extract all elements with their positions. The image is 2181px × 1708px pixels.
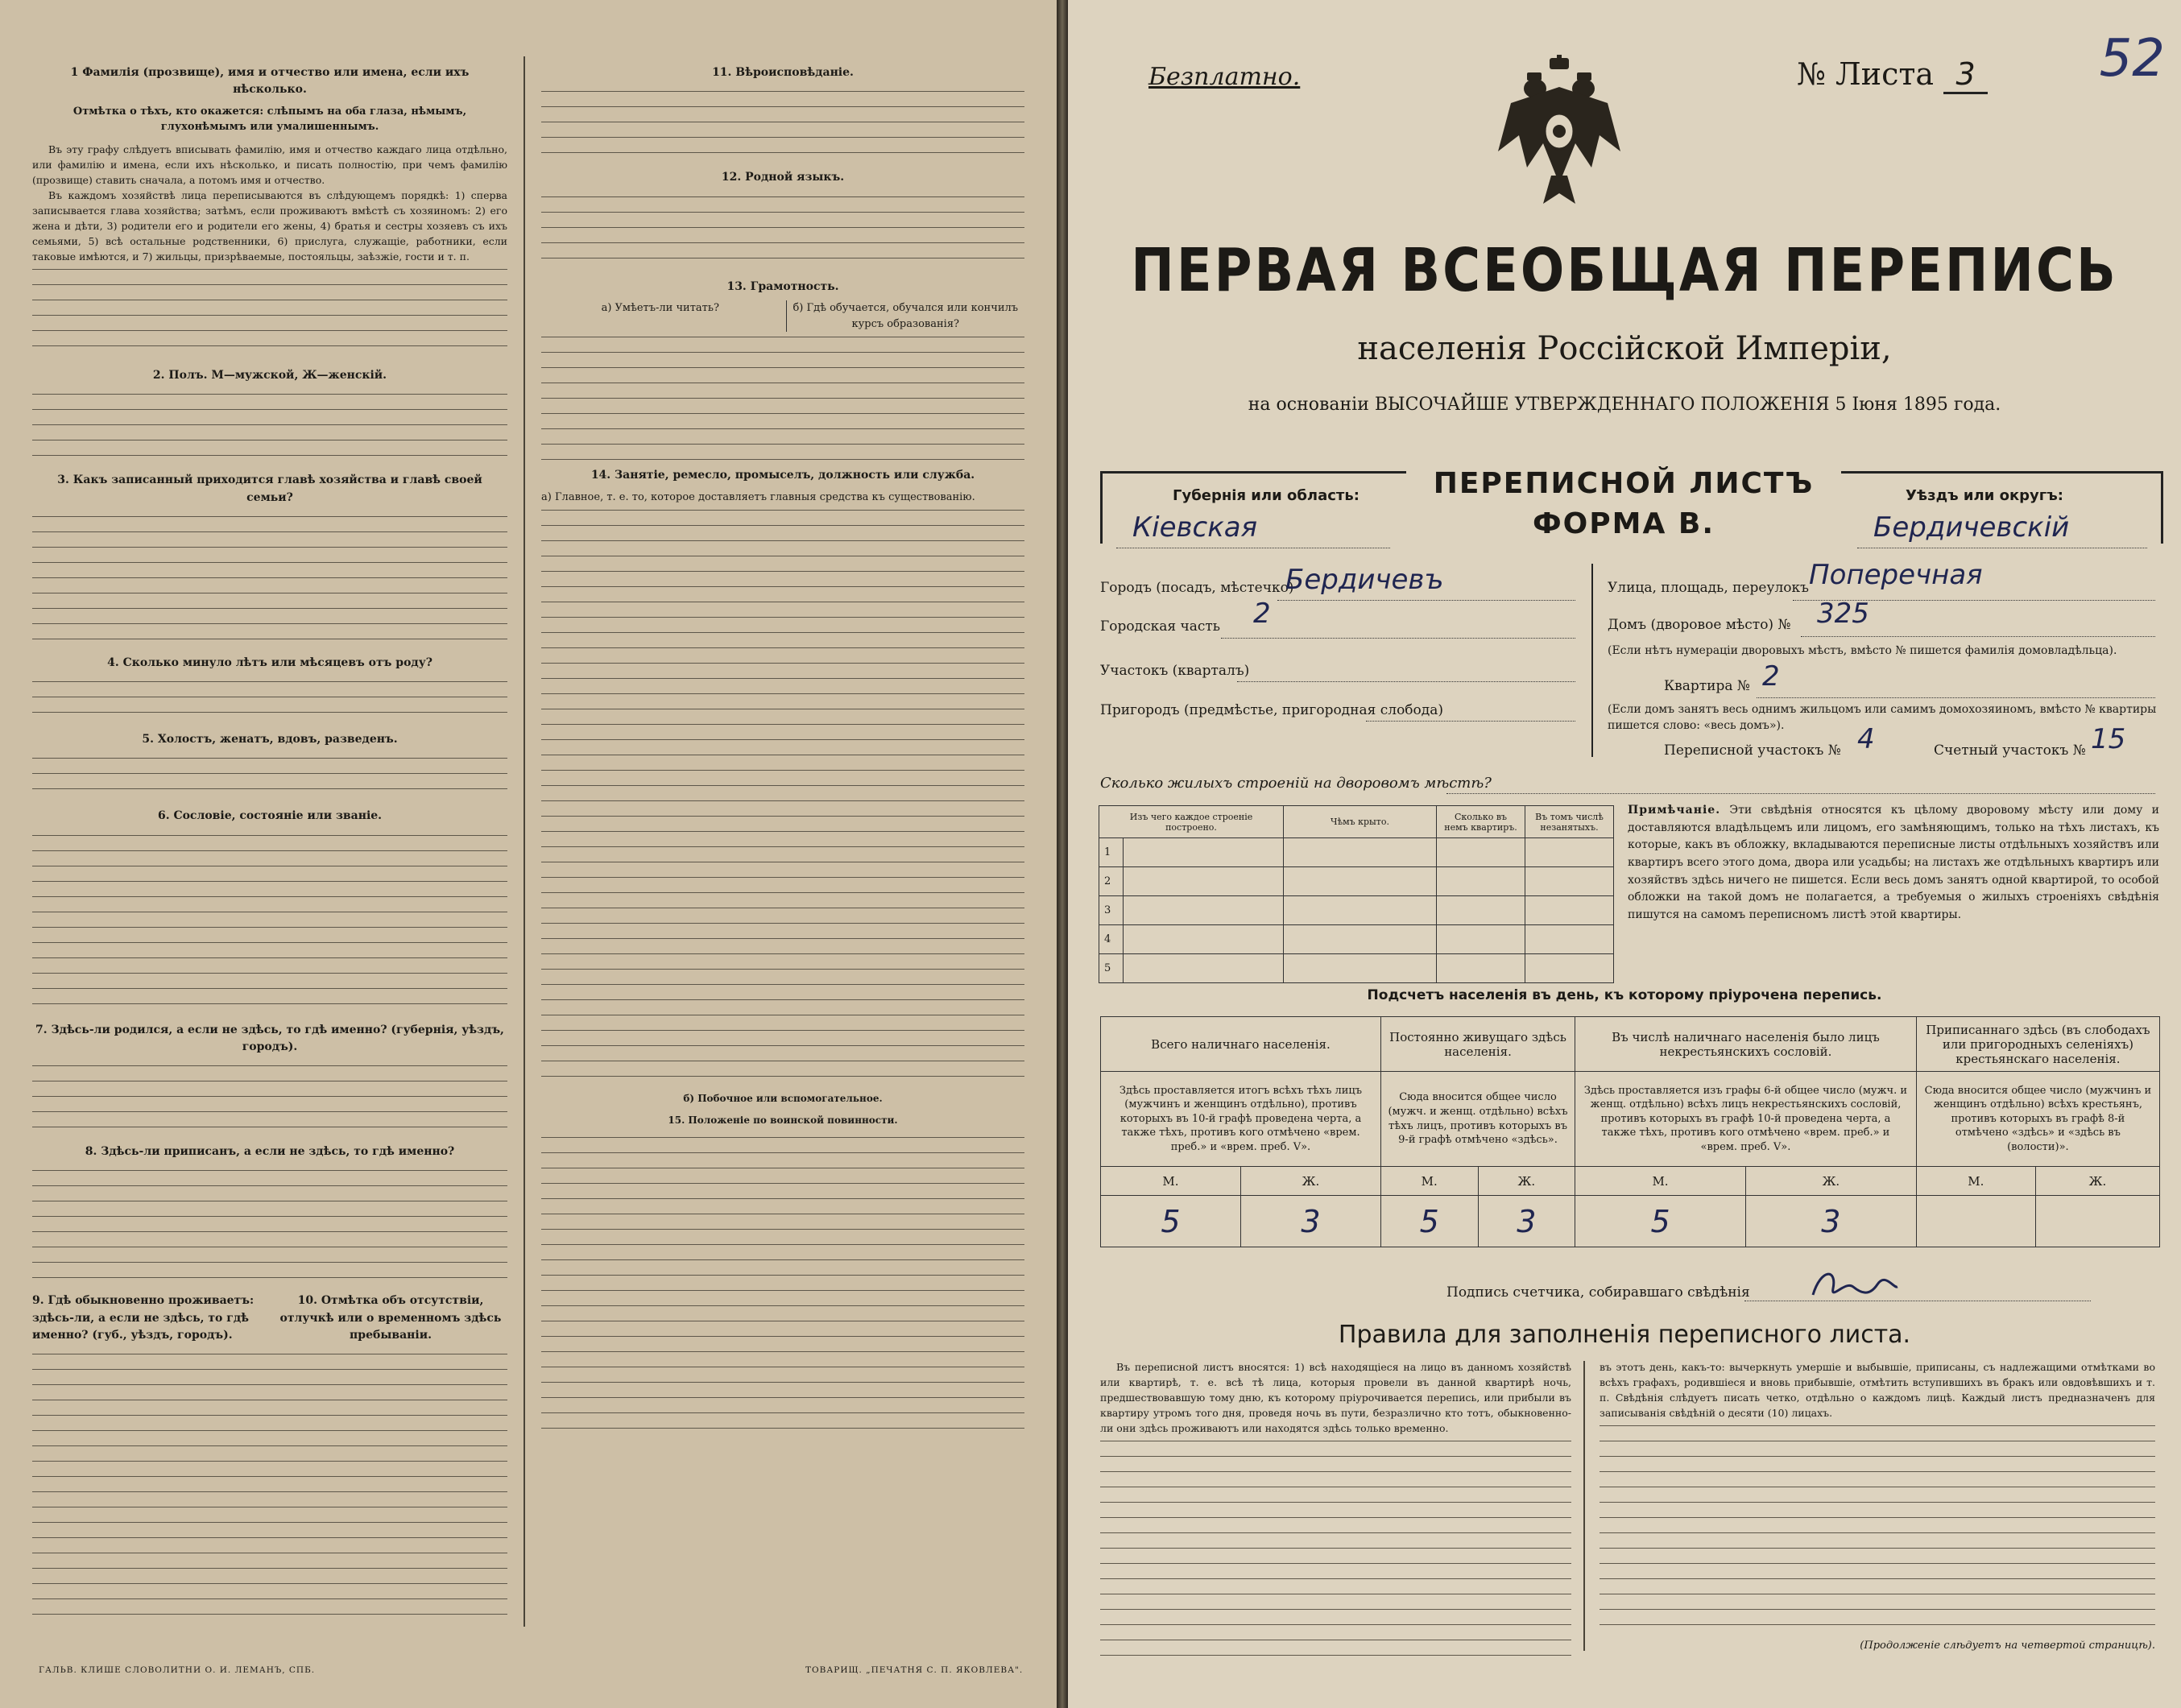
city-part-label: Городская часть	[1100, 618, 1221, 635]
district-label: Уѣздъ или округъ:	[1906, 487, 2063, 504]
buildings-question: Сколько жилыхъ строеній на дворовомъ мѣстѣ?	[1100, 775, 1492, 792]
count-area-value: 15	[2091, 723, 2126, 755]
city-part-value: 2	[1253, 598, 1271, 630]
text-block	[541, 86, 1024, 163]
address-divider	[1591, 564, 1593, 757]
male-label: М.	[1916, 1167, 2035, 1196]
city-value: Бердичевъ	[1285, 564, 1444, 596]
female-label: Ж.	[2035, 1167, 2159, 1196]
section-7-heading: 7. Здѣсь-ли родился, а если не здѣсь, то гдѣ именно? (губернія, уѣздъ, городъ).	[35, 1023, 504, 1053]
table-row	[1099, 896, 1614, 925]
section-5-heading: 5. Холостъ, женатъ, вдовъ, разведенъ.	[142, 733, 398, 746]
apartment-label: Квартира №	[1664, 678, 1750, 694]
suburb-label: Пригородъ (предмѣстье, пригородная слобода)	[1100, 702, 1444, 718]
free-label: Безплатно.	[1148, 63, 1301, 91]
count-header-present: Всего наличнаго населенія.	[1101, 1017, 1381, 1072]
street-label: Улица, площадь, переулокъ	[1608, 580, 1809, 596]
house-value: 325	[1817, 598, 1869, 630]
text-block	[32, 753, 507, 801]
printer-mark-left: ГАЛЬВ. КЛИШЕ СЛОВОЛИТНИ О. И. ЛЕМАНЪ, СПБ.	[39, 1665, 316, 1675]
female-label: Ж.	[1478, 1167, 1575, 1196]
rules-divider	[1583, 1361, 1585, 1651]
female-label: Ж.	[1240, 1167, 1380, 1196]
text-block	[32, 1061, 507, 1137]
province-label: Губернія или область:	[1173, 487, 1360, 504]
census-subtitle: населенія Россійской Имперіи,	[1357, 330, 1892, 367]
count-header-peasant: Приписаннаго здѣсь (въ слободахъ или пригородныхъ селеніяхъ) крестьянскаго населенія.	[1916, 1017, 2159, 1072]
section-14-heading: 14. Занятіе, ремесло, промыселъ, должность или служба.	[590, 469, 975, 482]
left-page-instructions	[0, 0, 1057, 1708]
text-block	[32, 389, 507, 465]
text-block	[541, 505, 1024, 1085]
section-12-heading: 12. Родной языкъ.	[721, 171, 845, 184]
rules-continued-note: (Продолженіе слѣдуетъ на четвертой страницѣ).	[1860, 1640, 2155, 1652]
section-14b-heading: б) Побочное или вспомогательное.	[683, 1093, 883, 1105]
rules-column-1	[1100, 1359, 1571, 1681]
sheet-number-label: № Листа	[1797, 56, 1935, 92]
count-permanent-female: 3	[1478, 1196, 1575, 1247]
book-gutter	[1057, 0, 1068, 1708]
counter-signature	[1805, 1264, 1902, 1305]
section-11-heading: 11. Вѣроисповѣданіе.	[712, 66, 854, 79]
male-label: М.	[1101, 1167, 1241, 1196]
left-column-1	[32, 58, 507, 1620]
table-row	[1099, 867, 1614, 896]
city-part-line	[1221, 638, 1575, 639]
count-permanent-male: 5	[1380, 1196, 1478, 1247]
census-title: ПЕРВАЯ ВСЕОБЩАЯ ПЕРЕПИСЬ	[1131, 237, 2118, 306]
rules-para-1: Въ переписной листъ вносятся: 1) всѣ находящіеся на лицо въ данномъ хозяйствѣ или квартирѣ, т. е. всѣ тѣ лица, которыя провели въ данной квартирѣ ночь, предшествовавшую тому дню, къ которому пріурочивается перепись, или прибыли въ квартиру утромъ того дня, проведя ночь въ пути, безразлично кто тотъ, обыкновенно-ли они здѣсь проживаютъ или находятся здѣсь только временно.	[1100, 1361, 1571, 1434]
district-value: Бердичевскій	[1873, 511, 2070, 544]
count-non-peasant-female: 3	[1745, 1196, 1916, 1247]
street-value: Поперечная	[1809, 559, 1983, 591]
suburb-line	[1366, 721, 1575, 722]
rules-para-2: въ этотъ день, какъ-то: вычеркнуть умершіе и выбывшіе, приписаны, съ надлежащими отмѣтками во всѣхъ графахъ, родившіеся и вновь прибывшіе, отмѣтить вступившихъ въ бракъ или овдовѣвшихъ и т. п. Свѣдѣнія слѣдуетъ писать четко, отдѣльно о каждомъ лицѣ. Каждый листъ предназначенъ для записыванія свѣдѣній о десяти (10) лицахъ.	[1600, 1361, 2155, 1419]
section-10-heading: 10. Отмѣтка объ отсутствіи, отлучкѣ или о временномъ здѣсь пребываніи.	[279, 1294, 502, 1342]
male-label: М.	[1575, 1167, 1746, 1196]
sheet-number-value: 3	[1943, 56, 1988, 94]
population-count-title: Подсчетъ населенія въ день, къ которому пріурочена перепись.	[1367, 987, 1882, 1003]
buildings-header-material: Изъ чего каждое строеніе построено.	[1099, 806, 1284, 838]
house-label: Домъ (дворовое мѣсто) №	[1608, 617, 1791, 633]
buildings-header-vacant: Въ томъ числѣ незанятыхъ.	[1525, 806, 1614, 838]
text-block	[541, 1132, 1024, 1438]
section-14a-heading: а) Главное, т. е. то, которое доставляетъ главныя средства къ существованію.	[541, 490, 975, 503]
precinct-label: Участокъ (кварталъ)	[1100, 663, 1250, 679]
count-present-female: 3	[1240, 1196, 1380, 1247]
row-number: 1	[1099, 838, 1124, 867]
count-desc-peasant: Сюда вносится общее число (мужчинъ и женщинъ отдѣльно) всѣхъ крестьянъ, противъ которыхъ въ графѣ 8-й отмѣчено «здѣсь» и «здѣсь въ (волости)».	[1916, 1072, 2159, 1167]
section-1-para-1: Въ эту графу слѣдуетъ вписывать фамилію, имя и отчество каждаго лица отдѣльно, или фамилію и имена, если ихъ нѣсколько, и писать полностію, при чемъ фамилію (прозвище) ставить сначала, а потомъ имя и отчество.	[32, 143, 507, 187]
house-line	[1801, 636, 2155, 637]
buildings-note-text: Эти свѣдѣнія относятся къ цѣлому дворовому мѣсту или дому и доставляются владѣльцемъ или лицомъ, его замѣняющимъ, только на тѣхъ листахъ, къ которые, какъ въ обложку, вкладываются переписные листы отдѣльныхъ хозяйствъ или квартиръ всего этого дома, двора или усадьбы; на листахъ же отдѣльныхъ квартиръ или хозяйствъ здѣсь ничего не пишется. Если весь домъ занятъ одной квартирой, то особой обложки на такой домъ не полагается, а требуемыя о жилыхъ строеніяхъ свѣдѣнія пишутся на самомъ переписномъ листѣ этой квартиры.	[1628, 804, 2160, 922]
census-area-label: Переписной участокъ №	[1664, 742, 1841, 759]
sheet-number	[1797, 56, 1988, 94]
bracket-right	[2161, 471, 2163, 544]
count-desc-non-peasant: Здѣсь проставляется изъ графы 6-й общее число (мужч. и женщ. отдѣльно) всѣхъ лицъ некрестьянскихъ сословій, противъ которыхъ въ графѣ 10-й проведена черта, а также тѣхъ, противъ кого отмѣчено «врем. преб.» и «врем. преб. V».	[1575, 1072, 1917, 1167]
buildings-header-roof: Чѣмъ крыто.	[1284, 806, 1437, 838]
table-row	[1099, 838, 1614, 867]
section-9-heading: 9. Гдѣ обыкновенно проживаетъ: здѣсь-ли, а если не здѣсь, то гдѣ именно? (губ., уѣздъ, городъ).	[32, 1294, 255, 1342]
section-6-heading: 6. Сословіе, состояніе или званіе.	[157, 809, 383, 823]
count-area-label: Счетный участокъ №	[1934, 742, 2086, 759]
count-header-non-peasant: Въ числѣ наличнаго населенія было лицъ некрестьянскихъ сословій.	[1575, 1017, 1917, 1072]
text-block	[1600, 1421, 2155, 1638]
house-note: (Если нѣтъ нумераціи дворовыхъ мѣстъ, вмѣсто № пишется фамилія домовладѣльца).	[1608, 644, 2117, 657]
section-13-heading: 13. Грамотность.	[726, 279, 839, 293]
row-number: 4	[1099, 925, 1124, 954]
text-block	[1100, 1436, 1571, 1669]
rules-column-2	[1600, 1359, 2155, 1681]
census-form-page	[1068, 0, 2181, 1708]
count-present-male: 5	[1101, 1196, 1241, 1247]
apartment-note: (Если домъ занятъ весь однимъ жильцомъ или самимъ домохозяиномъ, вмѣсто № квартиры пишется слово: «весь домъ»).	[1608, 703, 2157, 732]
row-number: 3	[1099, 896, 1124, 925]
count-desc-permanent: Сюда вносится общее число (мужч. и женщ. отдѣльно) всѣхъ тѣхъ лицъ, противъ которыхъ въ 9-й графѣ отмѣчено «здѣсь».	[1380, 1072, 1575, 1167]
row-number: 5	[1099, 954, 1124, 983]
section-2-heading: 2. Полъ. М—мужской, Ж—женскій.	[152, 369, 387, 383]
section-13a-heading: а) Умѣетъ-ли читать?	[601, 301, 719, 314]
buildings-note	[1628, 802, 2159, 924]
buildings-note-label: Примѣчаніе.	[1628, 804, 1721, 817]
count-desc-present: Здѣсь проставляется итогъ всѣхъ тѣхъ лицъ (мужчинъ и женщинъ отдѣльно), противъ которыхъ въ 10-й графѣ проведена черта, а также тѣхъ, противъ кого отмѣчено «врем. преб.» и «врем. преб. V».	[1101, 1072, 1381, 1167]
province-value: Кіевская	[1132, 511, 1258, 544]
male-label: М.	[1380, 1167, 1478, 1196]
section-8-heading: 8. Здѣсь-ли приписанъ, а если не здѣсь, то гдѣ именно?	[85, 1145, 455, 1159]
count-peasant-male	[1916, 1196, 2035, 1247]
section-4-heading: 4. Сколько минуло лѣтъ или мѣсяцевъ отъ роду?	[107, 655, 432, 669]
count-peasant-female	[2035, 1196, 2159, 1247]
count-non-peasant-male: 5	[1575, 1196, 1746, 1247]
left-column-2	[541, 58, 1024, 1620]
section-1-note: Отмѣтка о тѣхъ, кто окажется: слѣпымъ на оба глаза, нѣмымъ, глухонѣмымъ или умалишеннымъ.	[72, 105, 467, 134]
buildings-line	[1446, 793, 2155, 794]
bracket-left	[1100, 471, 1103, 544]
text-block	[541, 332, 1024, 461]
section-1-para-2: Въ каждомъ хозяйствѣ лица переписываются въ слѣдующемъ порядкѣ: 1) сперва записывается глава хозяйства; затѣмъ, если проживаютъ вмѣстѣ съ хозяиномъ: 2) его жена и дѣти, 3) родители его и родители его жены, 4) братья и сестры хозяевъ съ ихъ семьями, 5) всѣ остальные родственники, 6) прислуга, служащіе, работники, если таковые имѣются, и 7) жильцы, призрѣваемые, постояльцы, заѣзжіе, гости и т. п.	[32, 189, 507, 263]
text-block	[32, 676, 507, 725]
text-block	[541, 192, 1024, 272]
buildings-table	[1099, 805, 1614, 983]
archive-page-number: 52	[2099, 29, 2165, 89]
table-row	[1099, 954, 1614, 983]
section-15-heading: 15. Положеніе по воинской повинности.	[668, 1114, 898, 1126]
text-block	[32, 830, 507, 1015]
section-1-heading: 1 Фамилія (прозвище), имя и отчество или имена, если ихъ нѣсколько.	[70, 66, 470, 97]
printer-mark-right: ТОВАРИЩ. „ПЕЧАТНЯ С. П. ЯКОВЛЕВА".	[805, 1665, 1024, 1675]
section-3-heading: 3. Какъ записанный приходится главѣ хозяйства и главѣ своей семьи?	[57, 474, 482, 504]
row-number: 2	[1099, 867, 1124, 896]
text-block	[32, 1349, 507, 1620]
text-block	[32, 264, 507, 361]
city-line	[1277, 600, 1575, 601]
city-label: Городъ (посадъ, мѣстечко)	[1100, 580, 1294, 596]
counter-signature-label: Подпись счетчика, собиравшаго свѣдѣнія	[1446, 1284, 1750, 1301]
precinct-line	[1237, 681, 1575, 682]
apartment-value: 2	[1762, 660, 1780, 693]
bracket-left-top	[1100, 471, 1406, 474]
census-area-value: 4	[1857, 723, 1875, 755]
text-block	[32, 511, 507, 648]
apartment-line	[1757, 697, 2155, 698]
female-label: Ж.	[1745, 1167, 1916, 1196]
form-title: ПЕРЕПИСНОЙ ЛИСТЪ	[1433, 467, 1815, 500]
buildings-header-apartments: Сколько въ немъ квартиръ.	[1437, 806, 1525, 838]
census-legal-basis: на основаніи ВЫСОЧАЙШЕ УТВЕРЖДЕННАГО ПОЛОЖЕНІЯ 5 Іюня 1895 года.	[1248, 395, 2001, 415]
section-13b-heading: б) Гдѣ обучается, обучался или кончилъ курсъ образованія?	[786, 300, 1025, 333]
count-header-permanent: Постоянно живущаго здѣсь населенія.	[1380, 1017, 1575, 1072]
text-block	[32, 1165, 507, 1286]
table-row	[1099, 925, 1614, 954]
column-divider	[524, 56, 525, 1627]
rules-title: Правила для заполненія переписного листа.	[1338, 1321, 1911, 1349]
population-count-table	[1100, 1016, 2160, 1247]
form-subtitle: ФОРМА В.	[1532, 507, 1715, 540]
bracket-right-top	[1841, 471, 2163, 474]
double-headed-eagle-emblem	[1495, 55, 1624, 208]
